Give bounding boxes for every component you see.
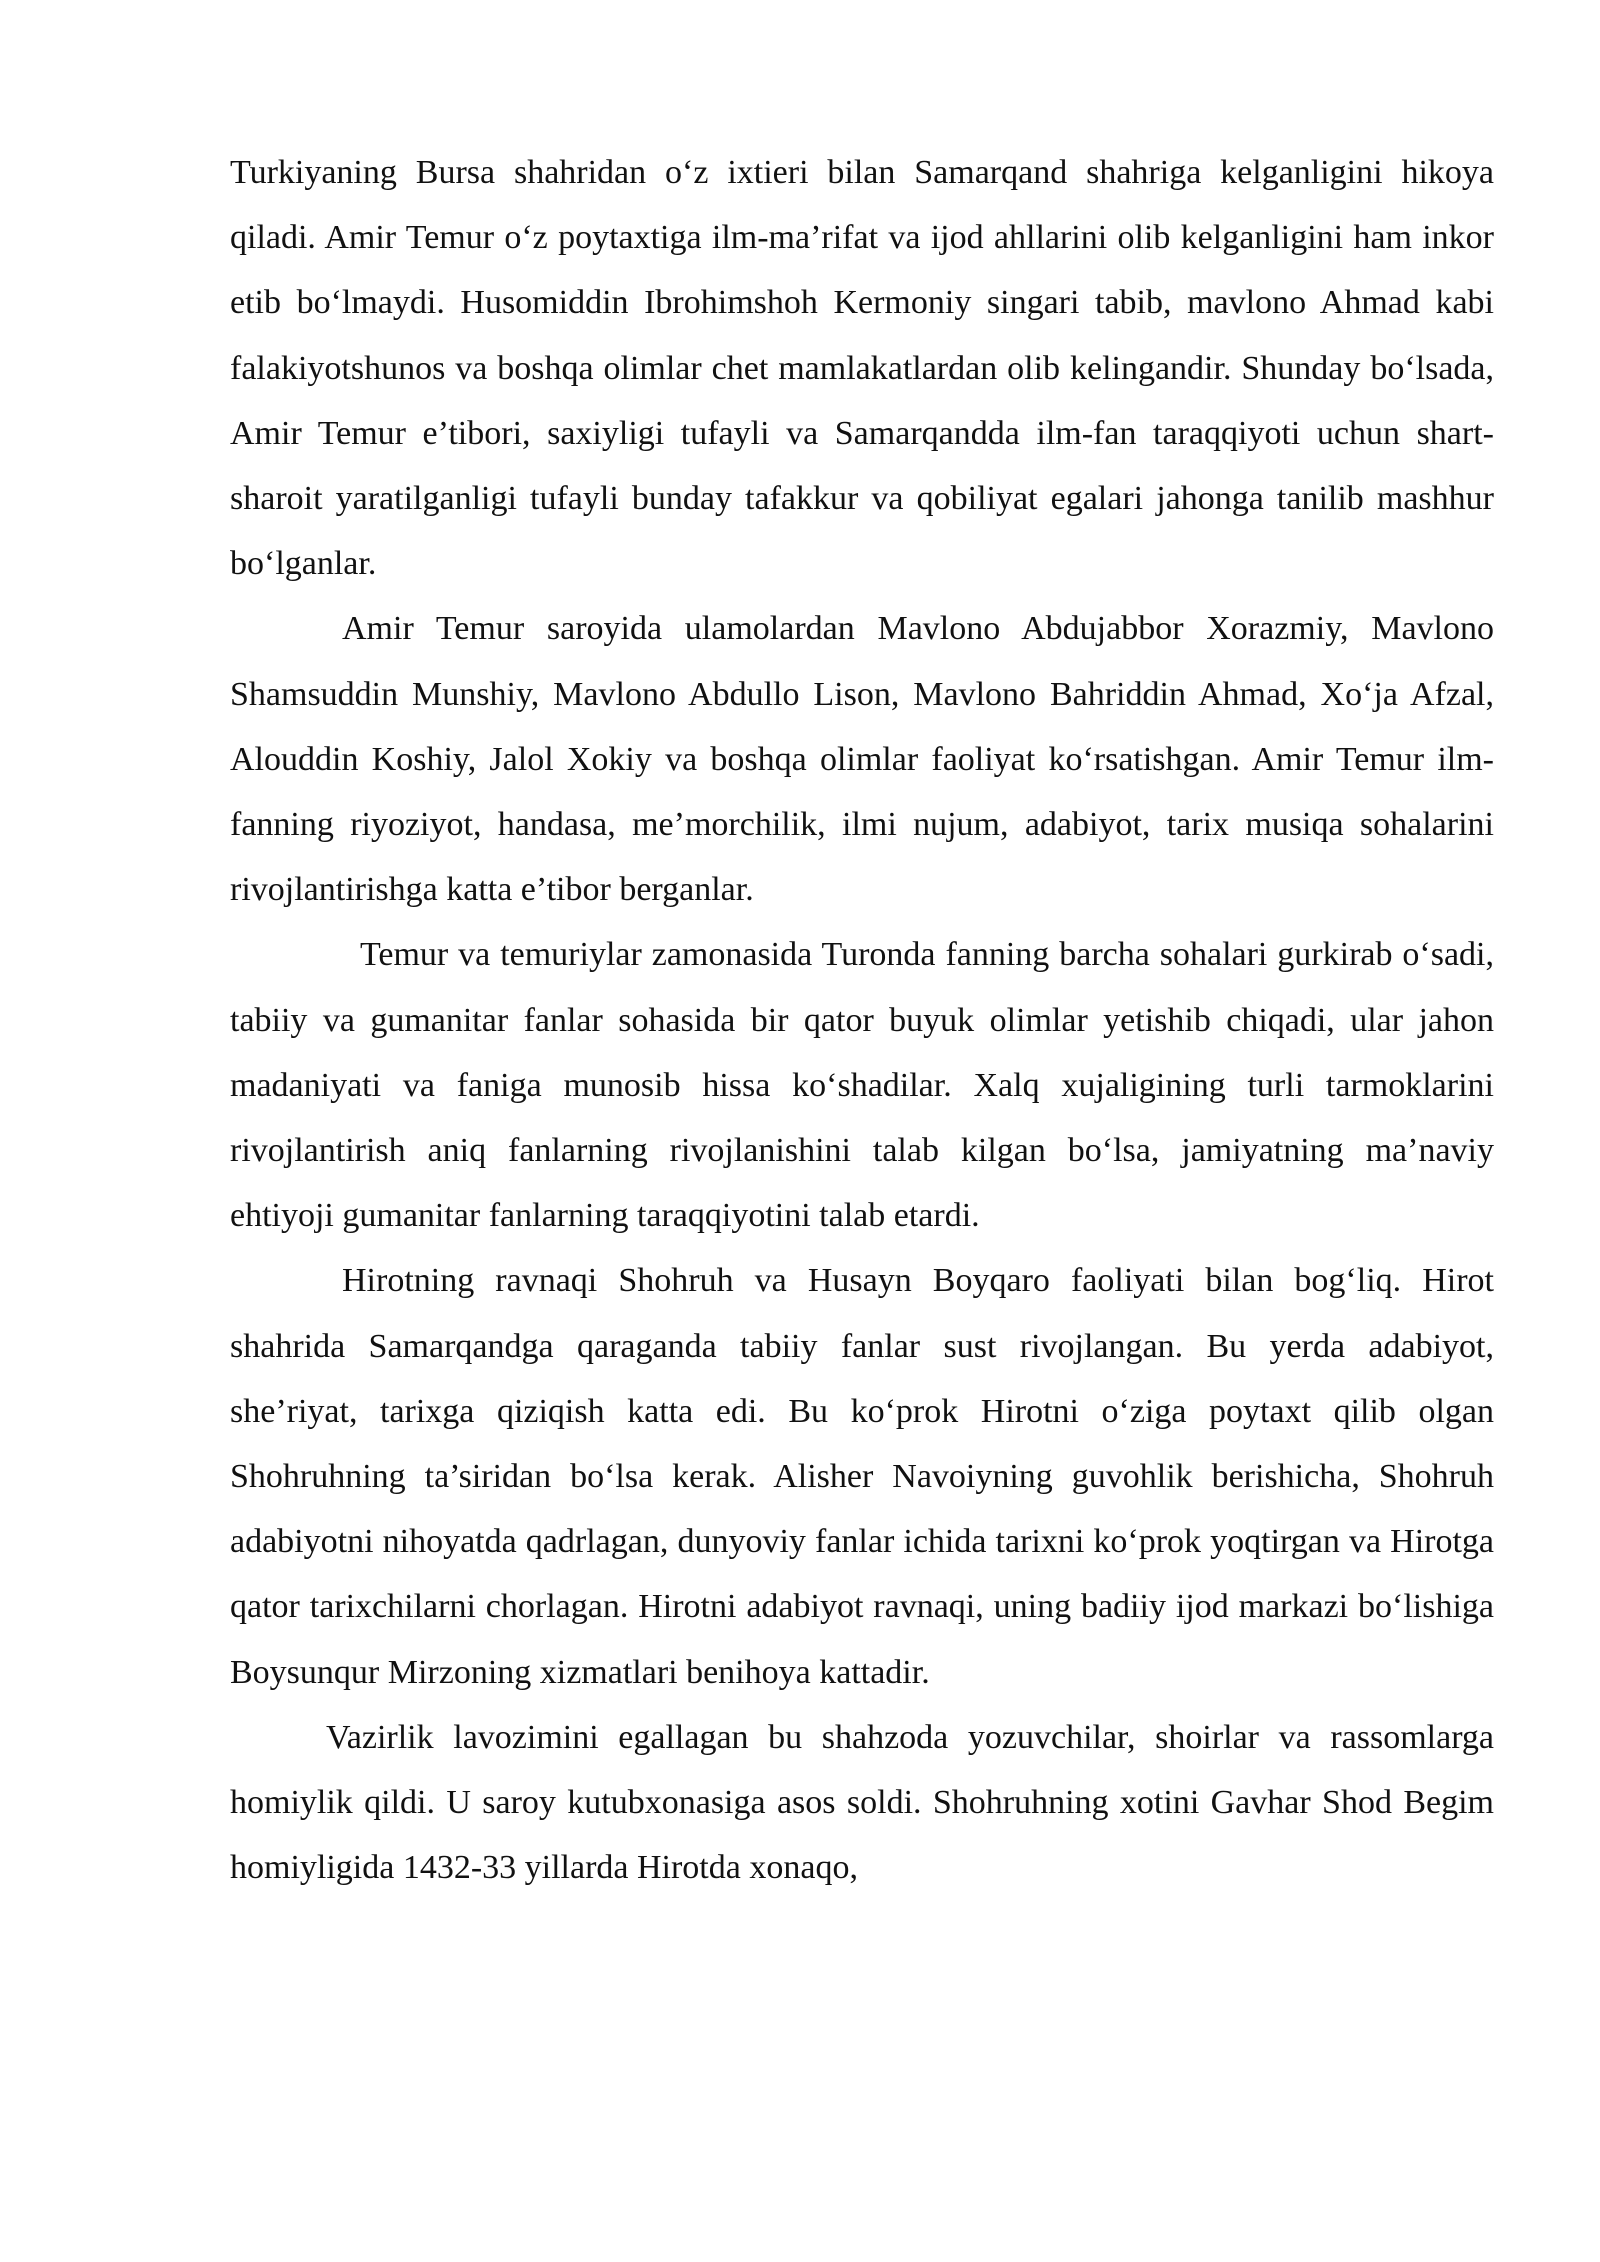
body-text <box>230 140 1494 1900</box>
paragraph-4: Hirotning ravnaqi Shohruh va Husayn Boyqaro faoliyati bilan bog‘liq. Hirot shahrida Samarqandga qaraganda tabiiy fanlar sust rivojlangan. Bu yerda adabiyot, she’riyat, tarixga qiziqish katta edi. Bu ko‘prok Hirotni o‘ziga poytaxt qilib olgan Shohruhning ta’siridan bo‘lsa kerak. Alisher Navoiyning guvohlik berishicha, Shohruh adabiyotni nihoyatda qadrlagan, dunyoviy fanlar ichida tarixni ko‘prok yoqtirgan va Hirotga qator tarixchilarni chorlagan. Hirotni adabiyot ravnaqi, uning badiiy ijod markazi bo‘lishiga Boysunqur Mirzoning xizmatlari benihoya kattadir. <box>230 1262 1494 1691</box>
paragraph-2: Amir Temur saroyida ulamolardan Mavlono Abdujabbor Xorazmiy, Mavlono Shamsuddin Munshiy, Mavlono Abdullo Lison, Mavlono Bahriddin Ahmad, Xo‘ja Afzal, Alouddin Koshiy, Jalol Xokiy va boshqa olimlar faoliyat ko‘rsatishgan. Amir Temur ilm-fanning riyoziyot, handasa, me’morchilik, ilmi nujum, adabiyot, tarix musiqa sohalarini rivojlantirishga katta e’tibor berganlar. <box>230 610 1494 909</box>
paragraph-1: Turkiyaning Bursa shahridan o‘z ixtieri bilan Samarqand shahriga kelganligini hikoya qiladi. Amir Temur o‘z poytaxtiga ilm-ma’rifat va ijod ahllarini olib kelganligini ham inkor etib bo‘lmaydi. Husomiddin Ibrohimshoh Kermoniy singari tabib, mavlono Ahmad kabi falakiyotshunos va boshqa olimlar chet mamlakatlardan olib kelingandir. Shunday bo‘lsada, Amir Temur e’tibori, saxiyligi tufayli va Samarqandda ilm-fan taraqqiyoti uchun shart-sharoit yaratilganligi tufayli bunday tafakkur va qobiliyat egalari jahonga tanilib mashhur bo‘lganlar. <box>230 154 1494 583</box>
paragraph-5: Vazirlik lavozimini egallagan bu shahzoda yozuvchilar, shoirlar va rassomlarga homiylik qildi. U saroy kutubxonasiga asos soldi. Shohruhning xotini Gavhar Shod Begim homiyligida 1432-33 yillarda Hirotda xonaqo, <box>230 1718 1494 1887</box>
paragraph-3: Temur va temuriylar zamonasida Turonda fanning barcha sohalari gurkirab o‘sadi, tabiiy va gumanitar fanlar sohasida bir qator buyuk olimlar yetishib chiqadi, ular jahon madaniyati va faniga munosib hissa ko‘shadilar. Xalq xujaligining turli tarmoklarini rivojlantirish aniq fanlarning rivojlanishini talab kilgan bo‘lsa, jamiyatning ma’naviy ehtiyoji gumanitar fanlarning taraqqiyotini talab etardi. <box>230 936 1494 1235</box>
